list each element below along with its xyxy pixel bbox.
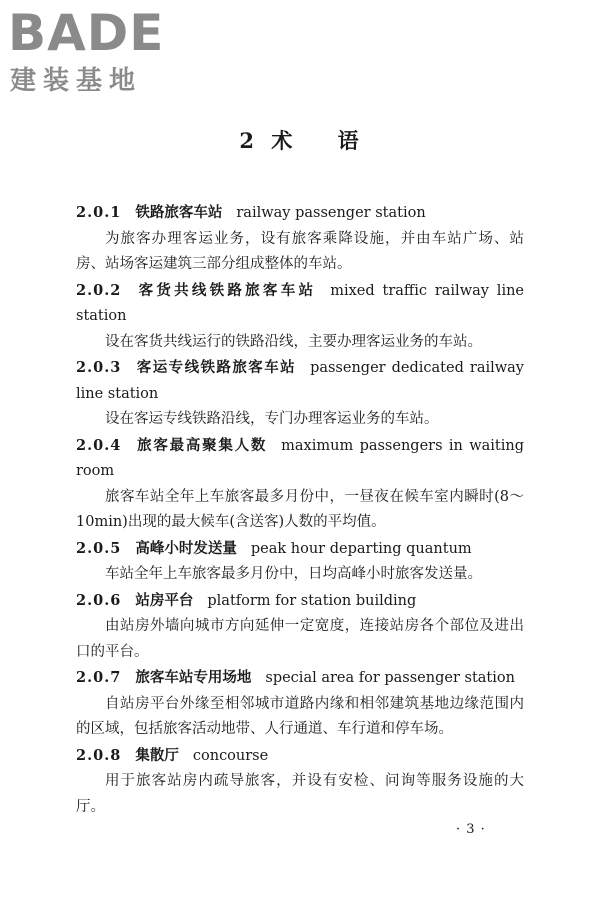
section-title-word-2: 语: [337, 128, 361, 153]
term-english: peak hour departing quantum: [250, 540, 472, 557]
term-heading: [76, 743, 524, 770]
term-number: 2.0.8: [76, 746, 122, 764]
term-entry: [76, 588, 524, 666]
term-english: concourse: [192, 747, 269, 764]
term-entry: [76, 355, 524, 433]
term-number: 2.0.7: [76, 669, 122, 686]
term-english: special area for passenger station: [265, 670, 515, 686]
term-definition: 由站房外墙向城市方向延伸一定宽度，连接站房各个部位及进出口的平台。: [76, 618, 524, 660]
term-chinese: 旅客车站专用场地: [135, 669, 252, 686]
term-definition: 为旅客办理客运业务，设有旅客乘降设施，并由车站广场、站房、站场客运建筑三部分组成整体的车站。: [76, 230, 524, 272]
term-chinese: 铁路旅客车站: [135, 204, 223, 221]
term-number: 2.0.5: [76, 539, 122, 557]
term-chinese: 旅客最高聚集人数: [135, 436, 268, 454]
term-definition: 设在客货共线运行的铁路沿线，主要办理客运业务的车站。: [105, 333, 482, 350]
term-definition: 设在客运专线铁路沿线，专门办理客运业务的车站。: [105, 411, 439, 427]
term-heading: [76, 536, 524, 563]
logo-brand: BADE: [8, 4, 165, 62]
term-number: 2.0.4: [76, 436, 122, 454]
term-chinese: 客运专线铁路旅客车站: [135, 359, 297, 376]
term-heading: [76, 200, 524, 227]
term-english: platform for station building: [207, 592, 417, 609]
page-number: · 3 ·: [456, 822, 486, 837]
term-definition: 旅客车站全年上车旅客最多月份中，一昼夜在候车室内瞬时(8～10min)出现的最大候车(含送客)人数的平均值。: [76, 488, 524, 530]
term-entry: [76, 200, 524, 278]
term-chinese: 高峰小时发送量: [135, 539, 237, 557]
term-english: maximum passengers in waiting room: [76, 437, 525, 479]
term-english: railway passenger station: [236, 205, 426, 221]
section-title: [0, 125, 600, 155]
term-chinese: 客货共线铁路旅客车站: [135, 281, 317, 299]
term-definition: 自站房平台外缘至相邻城市道路内缘和相邻建筑基地边缘范围内的区域，包括旅客活动地带、人行通道、车行道和停车场。: [76, 695, 524, 737]
term-number: 2.0.2: [76, 281, 122, 299]
term-english: passenger dedicated railway line station: [76, 360, 524, 402]
section-title-word-1: 术: [271, 128, 295, 153]
term-number: 2.0.6: [76, 591, 122, 609]
term-number: 2.0.3: [76, 359, 122, 376]
term-definition: 车站全年上车旅客最多月份中，日均高峰小时旅客发送量。: [105, 566, 482, 582]
term-chinese: 集散厅: [135, 746, 179, 764]
publisher-logo: [8, 4, 178, 104]
term-heading: [76, 355, 524, 407]
logo-subtitle: 建装基地: [10, 66, 143, 96]
term-entry: [76, 536, 524, 588]
term-entry: [76, 278, 524, 356]
term-list: [76, 200, 524, 820]
term-number: 2.0.1: [76, 204, 122, 221]
term-definition: 用于旅客站房内疏导旅客，并设有安检、问询等服务设施的大厅。: [76, 773, 524, 815]
term-heading: [76, 433, 524, 485]
section-number: 2: [239, 128, 256, 153]
term-heading: [76, 588, 524, 615]
term-entry: [76, 665, 524, 743]
term-heading: [76, 665, 524, 692]
term-entry: [76, 743, 524, 821]
term-heading: [76, 278, 524, 330]
term-english: mixed traffic railway line station: [76, 282, 525, 324]
term-chinese: 站房平台: [135, 591, 194, 609]
term-entry: [76, 433, 524, 536]
